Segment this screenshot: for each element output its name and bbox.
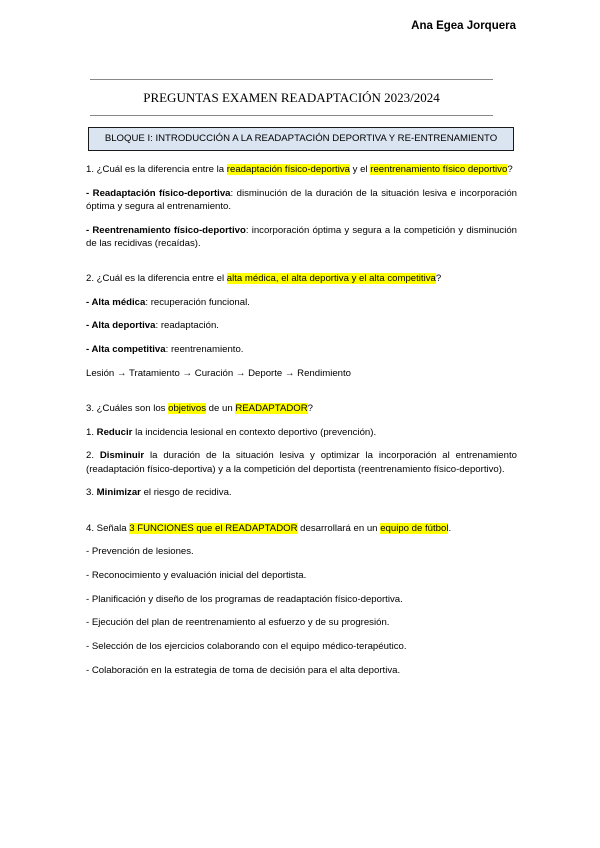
q1-answer-2 bbox=[86, 224, 517, 250]
q2-answer-3 bbox=[86, 343, 517, 356]
q3-mid: de un bbox=[206, 403, 236, 415]
q4-mid: desarrollará en un bbox=[297, 522, 381, 534]
q3-highlight-2: READAPTADOR bbox=[235, 403, 308, 415]
q2-highlight: alta médica, el alta deportiva y el alta competitiva bbox=[226, 273, 436, 285]
q4-highlight-1: 3 FUNCIONES que el READAPTADOR bbox=[129, 522, 298, 534]
q2-answer-1 bbox=[86, 296, 517, 309]
list-item: - Reconocimiento y evaluación inicial del deportista. bbox=[86, 569, 307, 581]
document-body bbox=[86, 163, 517, 687]
q3-objective-3 bbox=[86, 486, 517, 499]
q1-answer-1-text: : disminución de la duración de la situación lesiva e incorporación óptima y segura al entrenamiento. bbox=[86, 187, 517, 212]
q2-answer-1-term: - Alta médica bbox=[86, 296, 146, 308]
q3-highlight-1: objetivos bbox=[168, 403, 206, 415]
q2-prefix: 2. ¿Cuál es la diferencia entre el bbox=[86, 273, 227, 285]
question-1 bbox=[86, 163, 517, 176]
question-4 bbox=[86, 522, 517, 535]
document-title: PREGUNTAS EXAMEN READAPTACIÓN 2023/2024 bbox=[143, 90, 440, 105]
q1-highlight-1: readaptación físico-deportiva bbox=[226, 164, 350, 175]
top-divider bbox=[90, 79, 493, 80]
q4-prefix: 4. Señala bbox=[86, 522, 130, 534]
q2-answer-3-term: - Alta competitiva bbox=[86, 344, 166, 356]
list-item: - Colaboración en la estrategia de toma de decisión para el alta deportiva. bbox=[86, 664, 401, 676]
q3-objective-3-text: el riesgo de recidiva. bbox=[140, 487, 232, 499]
q2-answer-2-term: - Alta deportiva bbox=[86, 320, 156, 332]
q1-prefix: 1. ¿Cuál es la diferencia entre la bbox=[86, 164, 227, 175]
author-name: Ana Egea Jorquera bbox=[411, 20, 516, 32]
q4-highlight-2: equipo de fútbol bbox=[380, 522, 449, 534]
q3-objective-2-term: Disminuir bbox=[99, 450, 145, 462]
q1-answer-2-text: : incorporación óptima y segura a la competición y disminución de las recidivas (recaídas). bbox=[86, 224, 517, 249]
q3-suffix: ? bbox=[307, 403, 314, 415]
bottom-divider bbox=[90, 115, 493, 116]
q3-prefix: 3. ¿Cuáles son los bbox=[86, 403, 169, 415]
q2-sequence: Lesión → Tratamiento → Curación → Deporte → Rendimiento bbox=[86, 367, 352, 379]
list-item: - Prevención de lesiones. bbox=[86, 546, 194, 558]
q3-objective-2-number: 2. bbox=[86, 450, 100, 462]
q1-suffix: ? bbox=[507, 164, 513, 175]
q1-highlight-2: reentrenamiento físico deportivo bbox=[370, 164, 508, 175]
q3-objective-2 bbox=[86, 449, 517, 475]
q2-answer-3-text: : reentrenamiento. bbox=[165, 344, 244, 356]
q3-objective-1-text: la incidencia lesional en contexto deportivo (prevención). bbox=[132, 426, 377, 438]
q2-suffix: ? bbox=[435, 273, 442, 285]
q2-answer-2 bbox=[86, 319, 517, 332]
q3-objective-1-number: 1. bbox=[86, 426, 97, 438]
q3-objective-1 bbox=[86, 426, 517, 439]
block-heading: BLOQUE I: INTRODUCCIÓN A LA READAPTACIÓN DEPORTIVA Y RE-ENTRENAMIENTO bbox=[88, 127, 514, 151]
q3-objective-2-text: la duración de la situación lesiva y optimizar la incorporación al entrenamiento (readaptación físico-deportiva) y a la competición del deportista (reentrenamiento físico-deportivo). bbox=[86, 450, 517, 475]
q1-mid: y el bbox=[350, 164, 371, 175]
list-item: - Ejecución del plan de reentrenamiento al esfuerzo y de su progresión. bbox=[86, 617, 390, 629]
list-item: - Planificación y diseño de los programas de readaptación físico-deportiva. bbox=[86, 593, 403, 605]
q2-answer-2-text: : readaptación. bbox=[155, 320, 219, 332]
q1-answer-1 bbox=[86, 187, 517, 213]
q3-objective-3-number: 3. bbox=[86, 487, 97, 499]
question-2 bbox=[86, 272, 517, 285]
list-item: - Selección de los ejercicios colaborando con el equipo médico-terapéutico. bbox=[86, 641, 407, 653]
q4-suffix: . bbox=[448, 522, 452, 534]
q2-answer-1-text: : recuperación funcional. bbox=[145, 296, 250, 308]
question-3 bbox=[86, 402, 517, 415]
q3-objective-3-term: Minimizar bbox=[96, 487, 141, 499]
q1-answer-2-term: - Reentrenamiento físico-deportivo bbox=[86, 224, 246, 236]
q3-objective-1-term: Reducir bbox=[96, 426, 133, 438]
q1-answer-1-term: - Readaptación físico-deportiva bbox=[86, 187, 231, 199]
